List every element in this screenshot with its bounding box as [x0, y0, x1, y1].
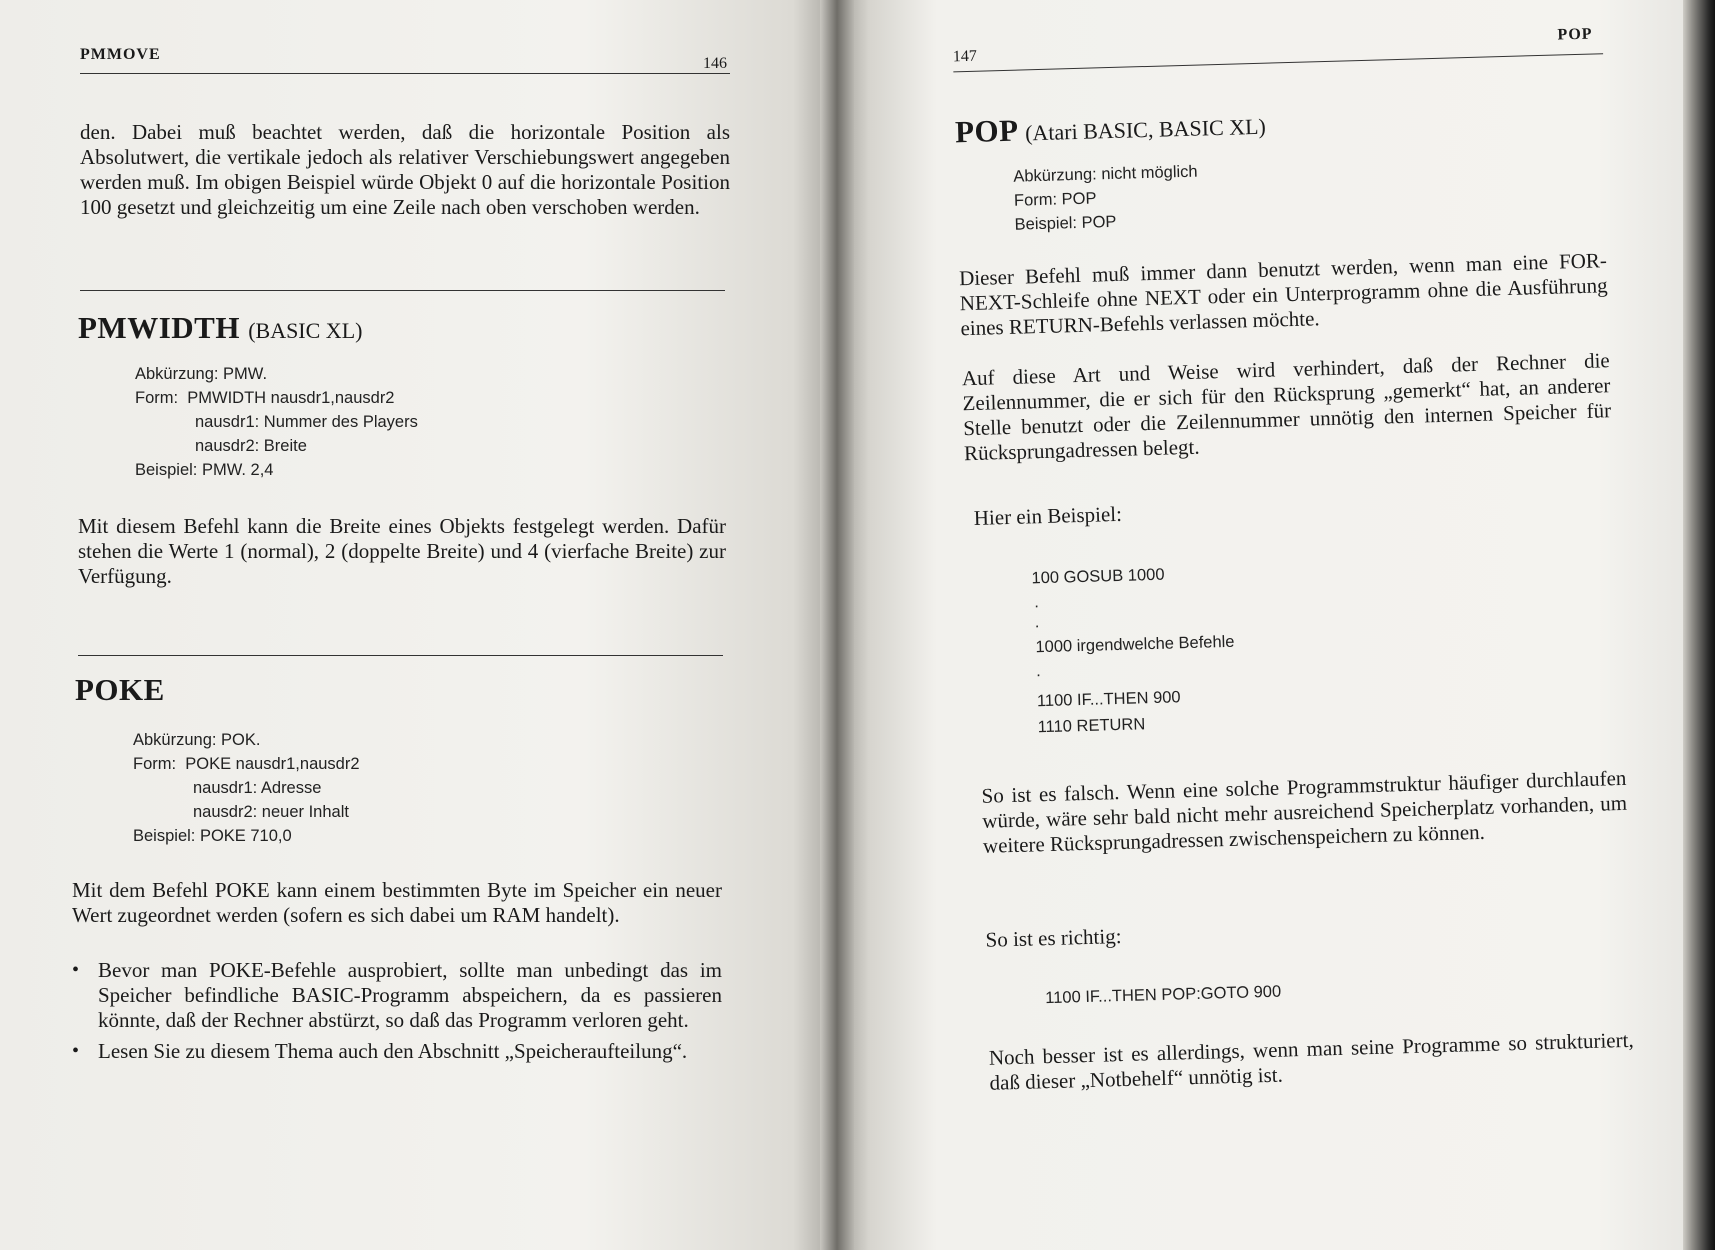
pop-form: Form: POP: [1013, 189, 1097, 210]
page-number-right: 147: [952, 47, 978, 66]
poke-abbrev: Abkürzung: POK.: [133, 731, 261, 749]
right-page-content: [835, 0, 1683, 1250]
pmwidth-subtitle: (BASIC XL): [248, 318, 363, 343]
pop-syntax: [1013, 151, 1515, 237]
running-head-left: PMMOVE: [80, 46, 161, 63]
poke-heading: POKE: [75, 672, 165, 707]
pmwidth-form: Form: PMWIDTH nausdr1,nausdr2: [135, 389, 395, 407]
header-rule-right: [953, 53, 1603, 72]
bullet-item: • Lesen Sie zu diesem Thema auch den Abschnitt „Speicheraufteilung“.: [72, 1039, 722, 1064]
bullet-item: • Bevor man POKE-Befehle ausprobiert, sollte man unbedingt das im Speicher befindliche BASIC-Programm abspeichern, da es passieren könnte, daß der Rechner abstürzt, so daß das Programm verloren geht.: [72, 958, 722, 1033]
section-rule-poke: [78, 655, 723, 656]
code-line: 1000 irgendwelche Befehle: [1035, 632, 1235, 657]
left-page: [0, 0, 835, 1250]
pmwidth-paragraph: Mit diesem Befehl kann die Breite eines Objekts festgelegt werden. Dafür stehen die Werte 1 (normal), 2 (doppelte Breite) und 4 (vierfache Breite) zur Verfügung.: [78, 514, 726, 588]
poke-bullet-list: [72, 958, 722, 1070]
pmwidth-arg2: nausdr2: Breite: [195, 437, 307, 455]
code-line: 1110 RETURN: [1037, 715, 1146, 737]
pmwidth-syntax: [135, 362, 655, 482]
code-line: 100 GOSUB 1000: [1031, 565, 1165, 588]
poke-form: Form: POKE nausdr1,nausdr2: [133, 755, 360, 773]
code-line: .: [1035, 662, 1041, 681]
intro-paragraph: den. Dabei muß beachtet werden, daß die horizontale Position als Absolutwert, die vertikale jedoch als relativer Verschiebungswert angegeben werden muß. Im obigen Beispiel würde Objekt 0 auf die horizontale Position 100 gesetzt und gleichzeitig um eine Zeile nach oben verschoben werden.: [80, 120, 730, 219]
page-number-left: 146: [703, 55, 727, 72]
code-line: .: [1033, 593, 1040, 612]
book-page-edges: [1683, 0, 1715, 1250]
header-rule-left: [80, 73, 730, 74]
pop-heading: [955, 106, 1267, 151]
pmwidth-abbrev: Abkürzung: PMW.: [135, 365, 268, 383]
poke-arg2: nausdr2: neuer Inhalt: [193, 803, 349, 821]
poke-example: Beispiel: POKE 710,0: [133, 827, 292, 845]
poke-syntax: [133, 728, 653, 848]
pop-abbrev: Abkürzung: nicht möglich: [1013, 162, 1198, 186]
poke-paragraph: Mit dem Befehl POKE kann einem bestimmten Byte im Speicher ein neuer Wert zugeordnet werden (sofern es sich dabei um RAM handelt).: [72, 878, 722, 927]
pmwidth-example: Beispiel: PMW. 2,4: [135, 461, 274, 479]
pmwidth-arg1: nausdr1: Nummer des Players: [195, 413, 418, 431]
pop-paragraph-4: Noch besser ist es allerdings, wenn man seine Programme so strukturiert, daß dieser „Notbehelf“ unnötig ist.: [988, 1027, 1634, 1095]
section-rule-pmwidth: [80, 290, 725, 291]
pop-example: Beispiel: POP: [1014, 212, 1117, 234]
code-line: .: [1034, 613, 1040, 632]
pop-paragraph-3: So ist es falsch. Wenn eine solche Programmstruktur häufiger durchlaufen würde, wäre sehr bald nicht mehr ausreichend Speicherplatz vorhanden, um weitere Rücksprungadressen zwischenspeichern zu können.: [981, 765, 1628, 858]
right-page: [835, 0, 1683, 1250]
pop-paragraph-2: Auf diese Art und Weise wird verhindert, daß der Rechner die Zeilennummer, die er sich für den Rücksprung „gemerkt“ hat, an anderer Stelle benutzt oder die Zeilennummer unnötig den internen Speicher für Rücksprungadressen belegt.: [961, 348, 1612, 466]
book-gutter: [820, 0, 854, 1250]
pop-title: POP: [954, 112, 1018, 150]
pmwidth-heading: [78, 310, 362, 346]
running-head-right: POP: [1557, 25, 1593, 44]
pop-paragraph-1: Dieser Befehl muß immer dann benutzt werden, wenn man eine FOR-NEXT-Schleife ohne NEXT oder ein Unterprogramm ohne die Ausführung eines RETURN-Befehls verlassen möchte.: [958, 248, 1608, 341]
poke-arg1: nausdr1: Adresse: [193, 779, 322, 797]
correct-intro: So ist es richtig:: [985, 924, 1122, 952]
correct-code-line: 1100 IF...THEN POP:GOTO 900: [1045, 982, 1282, 1008]
pmwidth-title: PMWIDTH: [78, 310, 240, 345]
example-intro: Hier ein Beispiel:: [973, 501, 1123, 530]
pop-subtitle: (Atari BASIC, BASIC XL): [1024, 113, 1267, 146]
code-line: 1100 IF...THEN 900: [1036, 688, 1181, 711]
